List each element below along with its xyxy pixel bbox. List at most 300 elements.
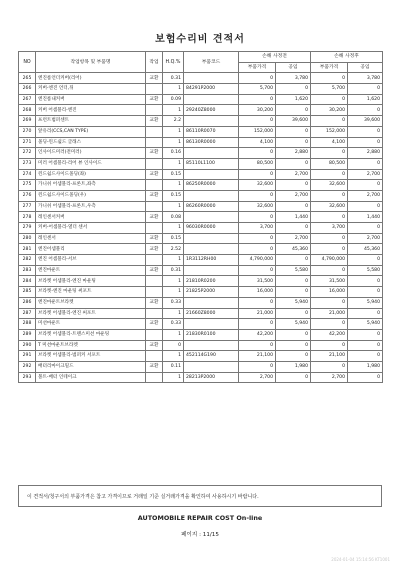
row-after-labor: 2,880 — [348, 148, 383, 159]
table-row — [19, 190, 383, 201]
page-number: 페이지 : 11/15 — [181, 532, 219, 538]
row-after-labor: 2,700 — [348, 169, 383, 180]
row-hq: 1 — [163, 180, 184, 191]
header-before-part-price: 부품가격 — [239, 62, 276, 73]
header-after-part-price: 부품가격 — [311, 62, 348, 73]
row-before-part-price: 0 — [239, 244, 276, 255]
row-no: 269 — [19, 116, 36, 127]
row-after-part-price: 3,700 — [311, 223, 348, 234]
row-item: 커버-어셈블리-열더 센서 — [36, 223, 146, 234]
row-no: 273 — [19, 158, 36, 169]
row-work — [146, 180, 163, 191]
row-before-part-price: 0 — [239, 233, 276, 244]
row-part-code: 84291P2000 — [184, 84, 239, 95]
row-before-part-price: 0 — [239, 212, 276, 223]
row-before-part-price: 2,700 — [239, 372, 276, 383]
row-part-code: 452114G190 — [184, 351, 239, 362]
row-no: 265 — [19, 73, 36, 84]
row-work: 교환 — [146, 94, 163, 105]
header-part-code: 부품코드 — [184, 52, 239, 73]
row-no: 271 — [19, 137, 36, 148]
footer-title: AUTOMOBILE REPAIR COST On-line — [137, 514, 263, 522]
row-work — [146, 126, 163, 137]
row-after-part-price: 0 — [311, 233, 348, 244]
header-item: 작업항목 및 부품명 — [36, 52, 146, 73]
row-no: 282 — [19, 255, 36, 266]
table-row — [19, 94, 383, 105]
row-no: 275 — [19, 180, 36, 191]
row-hq: 1 — [163, 201, 184, 212]
row-item: 배터리마이크밀드 — [36, 361, 146, 372]
row-work: 교환 — [146, 169, 163, 180]
header-before-labor: 공임 — [276, 62, 311, 73]
row-part-code: 21660Z8000 — [184, 308, 239, 319]
row-hq: 0.15 — [163, 190, 184, 201]
row-after-labor: 0 — [348, 308, 383, 319]
row-part-code — [184, 340, 239, 351]
row-after-part-price: 0 — [311, 94, 348, 105]
row-item: 브라켓 어셈블리-트랜스미션 마운팅 — [36, 329, 146, 340]
row-hq: 0.15 — [163, 169, 184, 180]
row-after-labor: 5,940 — [348, 297, 383, 308]
row-item: 윈드쉴드사이드몰딩(우) — [36, 190, 146, 201]
row-no: 276 — [19, 190, 36, 201]
row-after-labor: 1,980 — [348, 361, 383, 372]
row-hq: 1 — [163, 105, 184, 116]
row-after-part-price: 152,000 — [311, 126, 348, 137]
row-part-code — [184, 265, 239, 276]
row-hq: 0.33 — [163, 297, 184, 308]
row-hq: 2.2 — [163, 116, 184, 127]
row-part-code — [184, 233, 239, 244]
header-before-adjustment: 손해 사정전 — [239, 52, 311, 63]
row-after-labor: 0 — [348, 180, 383, 191]
header-after-labor: 공임 — [348, 62, 383, 73]
row-work — [146, 287, 163, 298]
row-hq: 0.31 — [163, 73, 184, 84]
row-after-labor: 1,620 — [348, 94, 383, 105]
row-hq: 0 — [163, 340, 184, 351]
row-hq: 0.09 — [163, 94, 184, 105]
row-work — [146, 105, 163, 116]
row-part-code: 1R3112RH00 — [184, 255, 239, 266]
row-work: 교환 — [146, 340, 163, 351]
row-hq: 1 — [163, 276, 184, 287]
row-before-labor: 0 — [276, 287, 311, 298]
row-hq: 2.52 — [163, 244, 184, 255]
row-no: 277 — [19, 201, 36, 212]
header-no: NO — [19, 52, 36, 73]
table-row — [19, 329, 383, 340]
row-part-code — [184, 190, 239, 201]
row-work — [146, 329, 163, 340]
header-hq: H.Q.% — [163, 52, 184, 73]
row-after-labor: 0 — [348, 84, 383, 95]
row-item: 미션마운트 — [36, 319, 146, 330]
row-no: 268 — [19, 105, 36, 116]
row-work — [146, 255, 163, 266]
row-hq: 0.16 — [163, 148, 184, 159]
row-before-part-price: 0 — [239, 319, 276, 330]
row-before-labor: 0 — [276, 84, 311, 95]
row-no: 278 — [19, 212, 36, 223]
row-after-labor: 5,940 — [348, 319, 383, 330]
row-before-labor: 0 — [276, 201, 311, 212]
row-no: 289 — [19, 329, 36, 340]
table-row — [19, 351, 383, 362]
table-row — [19, 297, 383, 308]
row-item: 브라켓-엔진 마운팅 써포트 — [36, 287, 146, 298]
row-before-labor: 1,620 — [276, 94, 311, 105]
price-notice: 이 견적서/청구서의 부품가격은 참고 가격이므로 거래일 기준 실거래가격을 확인하여 사용하시기 바랍니다. — [18, 485, 382, 507]
row-before-part-price: 31,500 — [239, 276, 276, 287]
table-row — [19, 158, 383, 169]
row-before-labor: 5,580 — [276, 265, 311, 276]
row-no: 266 — [19, 84, 36, 95]
row-no: 291 — [19, 351, 36, 362]
row-before-labor: 0 — [276, 126, 311, 137]
row-after-labor: 0 — [348, 223, 383, 234]
row-before-labor: 3,780 — [276, 73, 311, 84]
row-after-labor: 0 — [348, 287, 383, 298]
row-before-labor: 0 — [276, 276, 311, 287]
row-item: 엔진마운트 — [36, 265, 146, 276]
row-before-labor: 1,980 — [276, 361, 311, 372]
row-before-part-price: 0 — [239, 361, 276, 372]
header-after-adjustment: 손해 사정후 — [311, 52, 383, 63]
header-work: 작업 — [146, 52, 163, 73]
row-before-part-price: 0 — [239, 94, 276, 105]
table-row — [19, 201, 383, 212]
row-after-part-price: 0 — [311, 361, 348, 372]
row-no: 293 — [19, 372, 36, 383]
row-no: 283 — [19, 265, 36, 276]
row-hq: 1 — [163, 308, 184, 319]
row-after-part-price: 0 — [311, 169, 348, 180]
row-after-part-price: 4,790,000 — [311, 255, 348, 266]
row-part-code: 28213P2000 — [184, 372, 239, 383]
row-no: 272 — [19, 148, 36, 159]
row-after-part-price: 30,200 — [311, 105, 348, 116]
row-no: 267 — [19, 94, 36, 105]
row-after-part-price: 21,100 — [311, 351, 348, 362]
table-row — [19, 361, 383, 372]
row-work: 교환 — [146, 73, 163, 84]
document-title: 보험수리비 견적서 — [155, 34, 245, 45]
row-before-part-price: 42,200 — [239, 329, 276, 340]
table-row — [19, 319, 383, 330]
row-no: 286 — [19, 297, 36, 308]
row-no: 284 — [19, 276, 36, 287]
row-after-part-price: 5,700 — [311, 84, 348, 95]
row-work: 교환 — [146, 190, 163, 201]
row-after-labor: 2,700 — [348, 233, 383, 244]
row-item: 프런트범퍼센트 — [36, 116, 146, 127]
row-before-labor: 2,700 — [276, 190, 311, 201]
estimate-table — [18, 51, 383, 383]
row-before-part-price: 4,100 — [239, 137, 276, 148]
row-item: 가니쉬 어셈블리-프론트,좌측 — [36, 180, 146, 191]
row-item: T 미션마운트브라켓 — [36, 340, 146, 351]
row-hq: 0.31 — [163, 265, 184, 276]
table-row — [19, 372, 383, 383]
row-after-part-price: 32,600 — [311, 201, 348, 212]
row-before-labor: 0 — [276, 158, 311, 169]
row-work — [146, 308, 163, 319]
row-item: 미러 어셈블리-리어 뷰 인사이드 — [36, 158, 146, 169]
row-hq: 0.08 — [163, 212, 184, 223]
row-before-part-price: 32,600 — [239, 201, 276, 212]
row-after-labor: 1,440 — [348, 212, 383, 223]
row-before-part-price: 21,100 — [239, 351, 276, 362]
row-after-part-price: 0 — [311, 148, 348, 159]
row-before-part-price: 3,700 — [239, 223, 276, 234]
row-after-part-price: 21,000 — [311, 308, 348, 319]
row-after-labor: 0 — [348, 158, 383, 169]
row-before-labor: 45,360 — [276, 244, 311, 255]
table-row — [19, 137, 383, 148]
row-part-code: 21830R0100 — [184, 329, 239, 340]
row-after-part-price: 42,200 — [311, 329, 348, 340]
row-before-part-price: 32,600 — [239, 180, 276, 191]
row-work: 교환 — [146, 361, 163, 372]
row-work: 교환 — [146, 212, 163, 223]
row-no: 287 — [19, 308, 36, 319]
row-hq: 1 — [163, 372, 184, 383]
row-hq: 1 — [163, 158, 184, 169]
row-before-labor: 0 — [276, 329, 311, 340]
row-before-part-price: 0 — [239, 340, 276, 351]
row-before-part-price: 4,790,000 — [239, 255, 276, 266]
table-row — [19, 287, 383, 298]
row-hq: 1 — [163, 84, 184, 95]
row-no: 290 — [19, 340, 36, 351]
row-before-labor: 0 — [276, 308, 311, 319]
row-item: 브라켓 어셈블리-엔진 써포트 — [36, 308, 146, 319]
row-before-labor: 39,600 — [276, 116, 311, 127]
row-before-labor: 2,700 — [276, 169, 311, 180]
row-item: 엔진룸내커버 — [36, 94, 146, 105]
table-row — [19, 308, 383, 319]
row-part-code — [184, 73, 239, 84]
row-before-labor: 0 — [276, 223, 311, 234]
row-before-labor: 5,940 — [276, 297, 311, 308]
row-part-code — [184, 94, 239, 105]
row-part-code — [184, 319, 239, 330]
row-item: 커버-엔진 언더,뒤 — [36, 84, 146, 95]
table-row — [19, 126, 383, 137]
row-hq: 0.33 — [163, 319, 184, 330]
row-item: 브라켓 어셈블리-엔진 마운팅 — [36, 276, 146, 287]
row-hq: 1 — [163, 223, 184, 234]
row-before-labor: 1,440 — [276, 212, 311, 223]
row-hq: 0.11 — [163, 361, 184, 372]
table-row — [19, 223, 383, 234]
table-row — [19, 265, 383, 276]
row-before-part-price: 0 — [239, 265, 276, 276]
row-part-code: 85110L1100 — [184, 158, 239, 169]
row-before-labor: 0 — [276, 105, 311, 116]
row-work — [146, 84, 163, 95]
row-before-labor: 2,880 — [276, 148, 311, 159]
row-item: 볼트-배터 인테이크 — [36, 372, 146, 383]
row-hq: 0.15 — [163, 233, 184, 244]
row-hq: 1 — [163, 126, 184, 137]
row-after-labor: 0 — [348, 340, 383, 351]
row-no: 274 — [19, 169, 36, 180]
row-hq: 1 — [163, 255, 184, 266]
row-work: 교환 — [146, 297, 163, 308]
row-item: 가니쉬 어셈블리-프론트,우측 — [36, 201, 146, 212]
row-after-part-price: 0 — [311, 297, 348, 308]
row-before-labor: 5,940 — [276, 319, 311, 330]
row-before-part-price: 0 — [239, 73, 276, 84]
row-work — [146, 276, 163, 287]
table-row — [19, 233, 383, 244]
row-after-part-price: 0 — [311, 340, 348, 351]
row-after-labor: 0 — [348, 201, 383, 212]
row-no: 292 — [19, 361, 36, 372]
row-after-labor: 5,580 — [348, 265, 383, 276]
row-before-part-price: 0 — [239, 190, 276, 201]
row-after-part-price: 31,500 — [311, 276, 348, 287]
row-item: 커버 어셈블리-엔진 — [36, 105, 146, 116]
row-after-labor: 0 — [348, 126, 383, 137]
row-after-labor: 0 — [348, 105, 383, 116]
table-row — [19, 244, 383, 255]
row-part-code: 21825P2000 — [184, 287, 239, 298]
row-part-code: 96030R0000 — [184, 223, 239, 234]
row-before-part-price: 152,000 — [239, 126, 276, 137]
table-row — [19, 180, 383, 191]
row-after-part-price: 0 — [311, 244, 348, 255]
row-after-part-price: 0 — [311, 190, 348, 201]
row-work — [146, 201, 163, 212]
row-work — [146, 137, 163, 148]
row-after-part-price: 0 — [311, 116, 348, 127]
row-after-part-price: 4,100 — [311, 137, 348, 148]
row-part-code: 86260R0000 — [184, 201, 239, 212]
row-before-labor: 0 — [276, 255, 311, 266]
row-hq: 1 — [163, 137, 184, 148]
row-part-code: 21810R0200 — [184, 276, 239, 287]
row-before-part-price: 0 — [239, 148, 276, 159]
table-row — [19, 84, 383, 95]
row-item: 브라켓 어셈블리-범퍼커 서포트 — [36, 351, 146, 362]
row-hq: 1 — [163, 287, 184, 298]
row-no: 270 — [19, 126, 36, 137]
row-item: 몰딩-윈드쉴드 글래스 — [36, 137, 146, 148]
row-part-code — [184, 116, 239, 127]
row-after-part-price: 80,500 — [311, 158, 348, 169]
table-row — [19, 73, 383, 84]
row-item: 인사이드미러(전미러) — [36, 148, 146, 159]
row-after-labor: 0 — [348, 329, 383, 340]
row-work: 교환 — [146, 265, 163, 276]
row-no: 285 — [19, 287, 36, 298]
row-after-labor: 0 — [348, 372, 383, 383]
row-work: 교환 — [146, 148, 163, 159]
row-item: 윈드쉴드사이드몰딩(좌) — [36, 169, 146, 180]
row-hq: 1 — [163, 351, 184, 362]
row-item: 엔진룸언더커버(리어) — [36, 73, 146, 84]
row-after-part-price: 0 — [311, 319, 348, 330]
row-no: 288 — [19, 319, 36, 330]
row-after-part-price: 0 — [311, 73, 348, 84]
table-row — [19, 169, 383, 180]
row-before-part-price: 16,000 — [239, 287, 276, 298]
row-hq: 1 — [163, 329, 184, 340]
row-item: 레인센서 — [36, 233, 146, 244]
row-before-labor: 2,700 — [276, 233, 311, 244]
row-part-code: 29240Z8000 — [184, 105, 239, 116]
row-work: 교환 — [146, 233, 163, 244]
row-work — [146, 223, 163, 234]
row-no: 279 — [19, 223, 36, 234]
row-part-code — [184, 297, 239, 308]
row-item: 엔진어셈블리 — [36, 244, 146, 255]
row-after-labor: 0 — [348, 137, 383, 148]
row-work: 교환 — [146, 116, 163, 127]
row-before-part-price: 30,200 — [239, 105, 276, 116]
row-after-part-price: 16,000 — [311, 287, 348, 298]
row-after-part-price: 2,700 — [311, 372, 348, 383]
row-before-part-price: 0 — [239, 116, 276, 127]
row-work: 교환 — [146, 319, 163, 330]
row-part-code — [184, 148, 239, 159]
row-item: 엔진 어셈블리-서브 — [36, 255, 146, 266]
row-before-labor: 0 — [276, 351, 311, 362]
row-part-code: 86130R0000 — [184, 137, 239, 148]
row-part-code — [184, 244, 239, 255]
row-after-labor: 3,780 — [348, 73, 383, 84]
row-after-labor: 0 — [348, 351, 383, 362]
row-work — [146, 351, 163, 362]
row-after-part-price: 32,600 — [311, 180, 348, 191]
table-row — [19, 212, 383, 223]
row-part-code: 86250R0000 — [184, 180, 239, 191]
row-after-part-price: 0 — [311, 265, 348, 276]
row-after-labor: 2,700 — [348, 190, 383, 201]
row-before-labor: 0 — [276, 180, 311, 191]
row-item: 앞유리(CCS,CAN TYPE) — [36, 126, 146, 137]
table-row — [19, 340, 383, 351]
table-row — [19, 276, 383, 287]
print-timestamp: 2024-01-04 15:14:56 KT1001 — [331, 557, 390, 562]
row-before-labor: 0 — [276, 340, 311, 351]
row-after-labor: 0 — [348, 276, 383, 287]
row-part-code: 86110R0070 — [184, 126, 239, 137]
row-part-code — [184, 361, 239, 372]
row-item: 레인센서커버 — [36, 212, 146, 223]
row-before-labor: 0 — [276, 137, 311, 148]
row-after-labor: 39,600 — [348, 116, 383, 127]
row-after-labor: 45,360 — [348, 244, 383, 255]
row-item: 엔진마운트브라켓 — [36, 297, 146, 308]
row-no: 280 — [19, 233, 36, 244]
table-row — [19, 255, 383, 266]
table-row — [19, 116, 383, 127]
row-work — [146, 158, 163, 169]
row-before-part-price: 5,700 — [239, 84, 276, 95]
row-work — [146, 372, 163, 383]
row-part-code — [184, 169, 239, 180]
row-before-part-price: 0 — [239, 297, 276, 308]
table-row — [19, 105, 383, 116]
row-before-part-price: 21,000 — [239, 308, 276, 319]
row-part-code — [184, 212, 239, 223]
row-after-part-price: 0 — [311, 212, 348, 223]
